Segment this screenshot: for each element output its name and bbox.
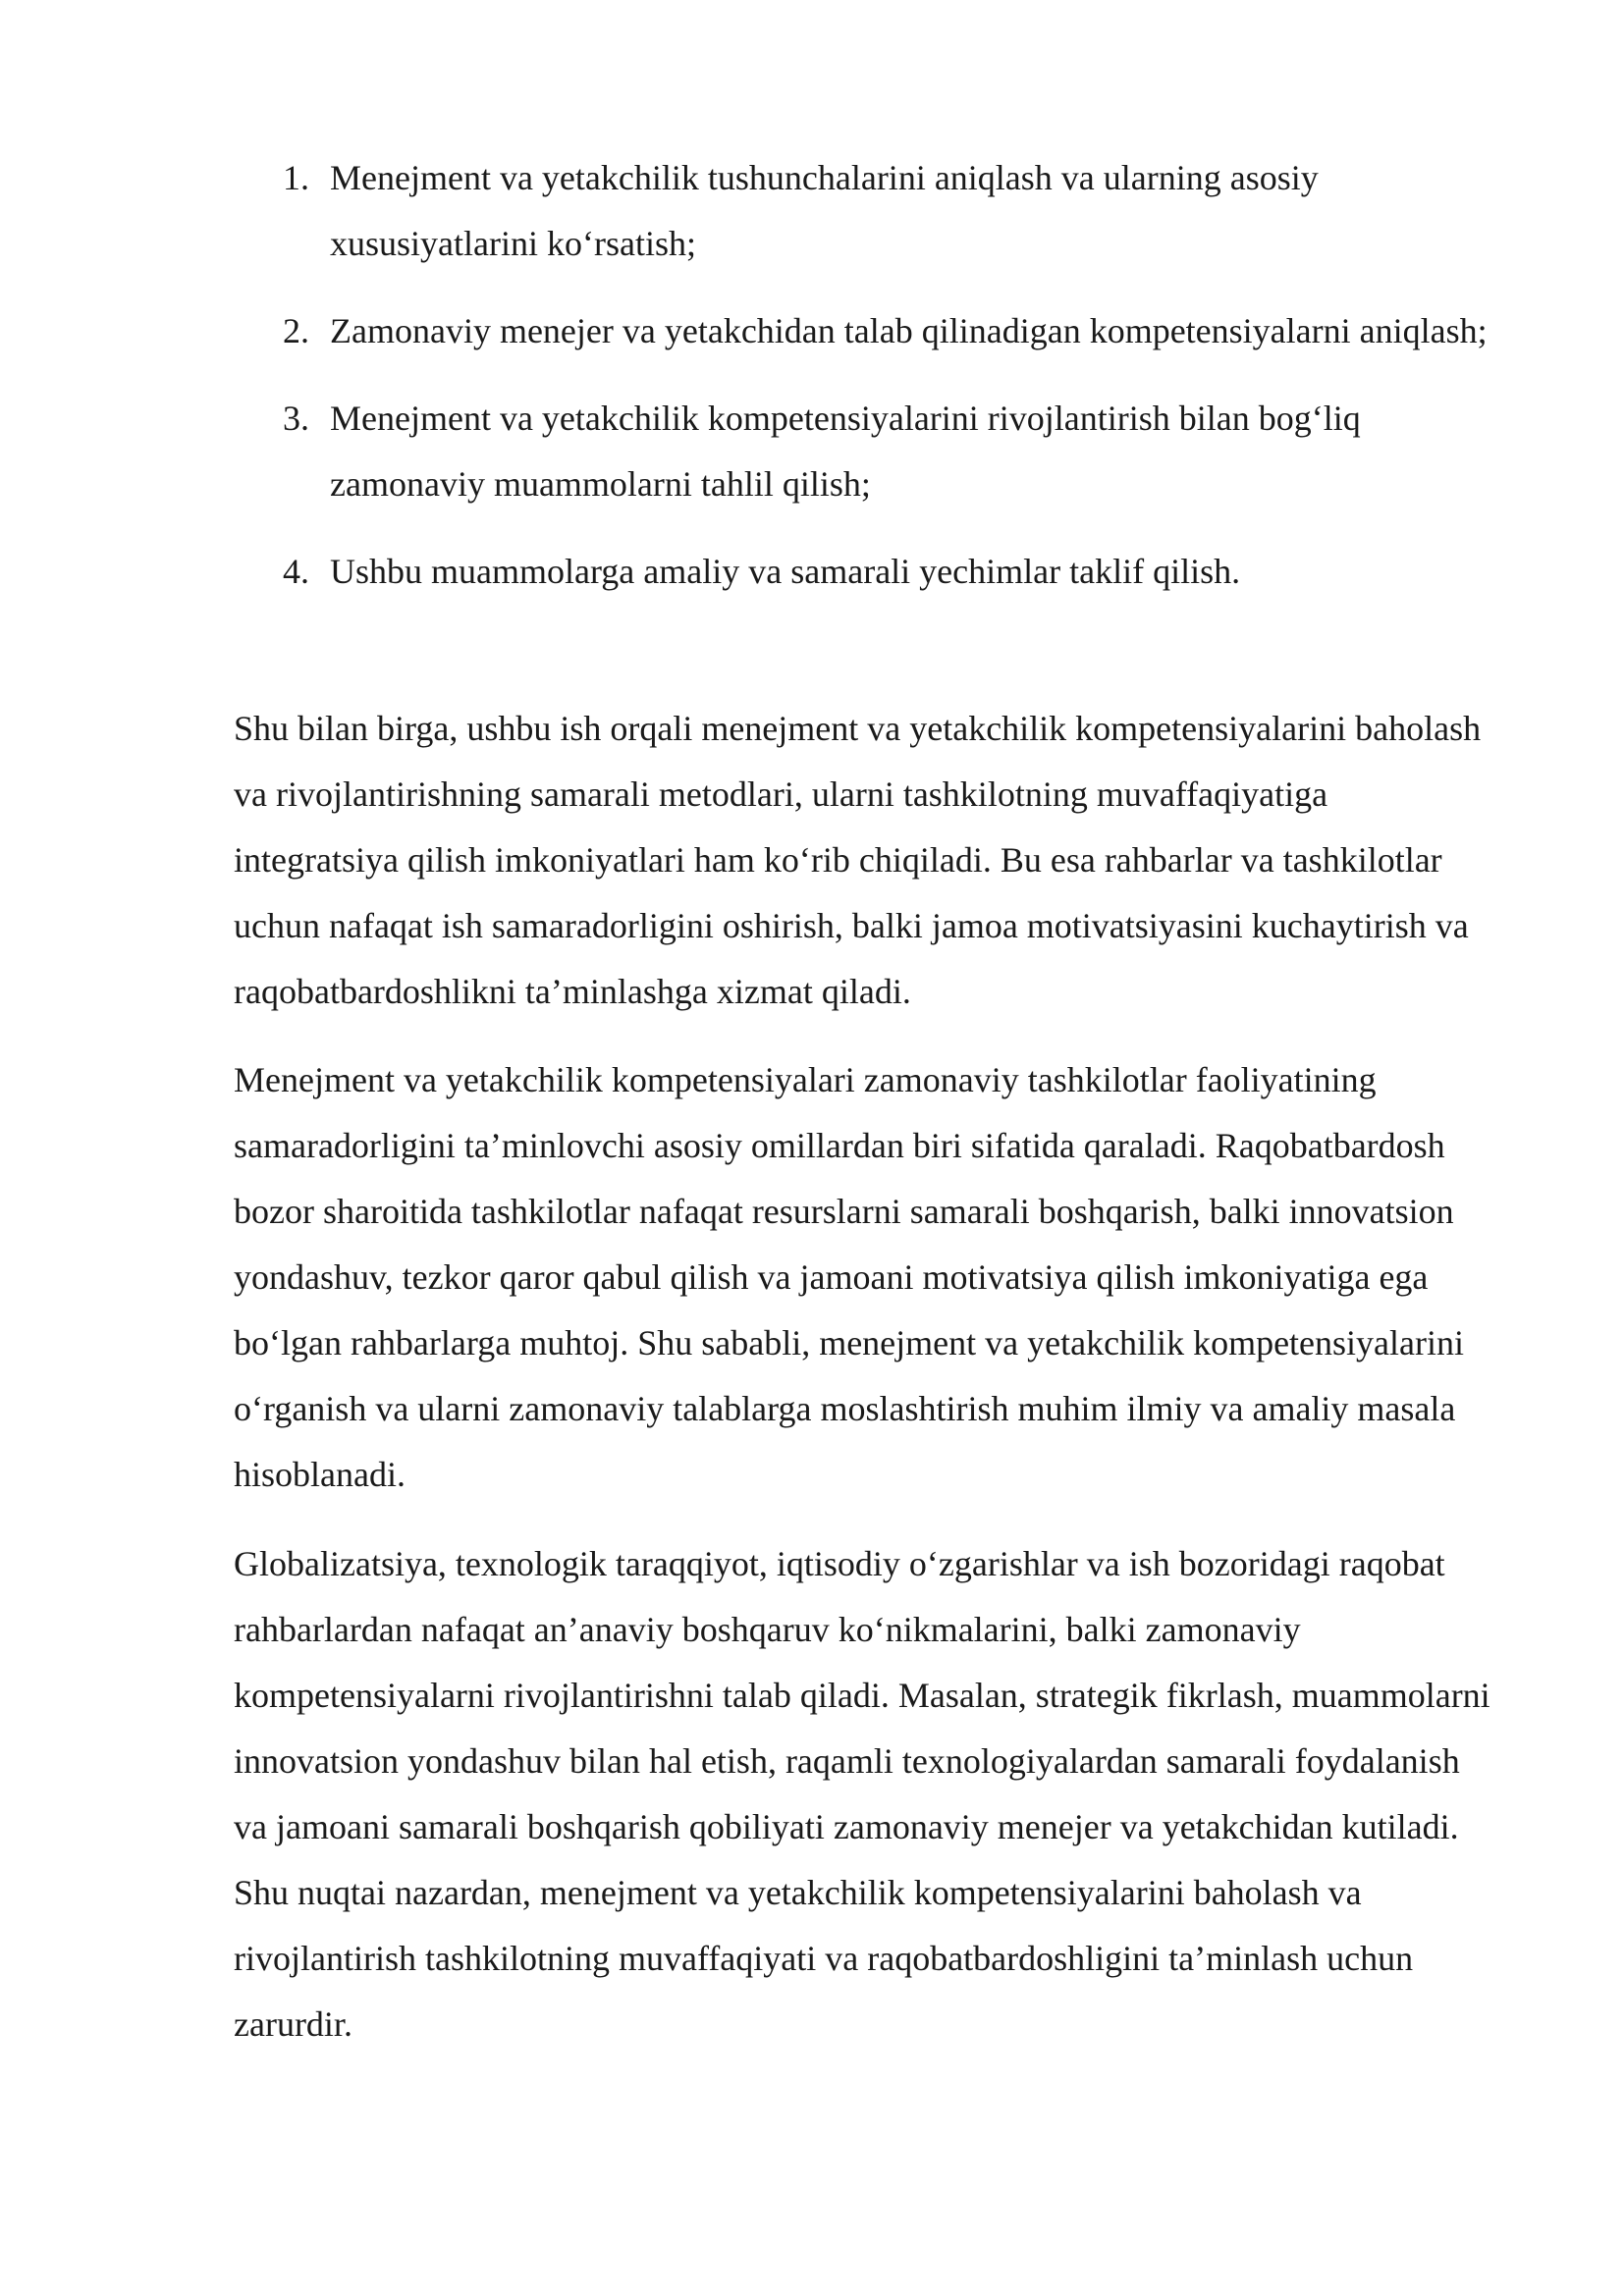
paragraph-competencies: Menejment va yetakchilik kompetensiyalari zamonaviy tashkilotlar faoliyatining samaradorligini ta’minlovchi asosiy omillardan biri sifatida qaraladi. Raqobatbardosh bozor sharoitida tashkilotlar nafaqat resurslarni samarali boshqarish, balki innovatsion yondashuv, tezkor qaror qabul qilish va jamoani motivatsiya qilish imkoniyatiga ega bo‘lgan rahbarlarga muhtoj. Shu sababli, menejment va yetakchilik kompetensiyalarini o‘rganish va ularni zamonaviy talablarga moslashtirish muhim ilmiy va amaliy masala hisoblanadi. (234, 1060, 1464, 1494)
list-item (234, 386, 1500, 517)
list-item-number: 3. (283, 399, 309, 438)
list-item-text: Menejment va yetakchilik tushunchalarini aniqlash va ularning asosiy xususiyatlarini ko‘rsatish; (330, 158, 1319, 263)
list-item-text: Ushbu muammolarga amaliy va samarali yechimlar taklif qilish. (330, 552, 1241, 591)
list-item (234, 539, 1500, 605)
list-item-number: 2. (283, 311, 309, 350)
list-item-text: Menejment va yetakchilik kompetensiyalarini rivojlantirish bilan bog‘liq zamonaviy muammolarni tahlil qilish; (330, 399, 1361, 504)
list-item (234, 298, 1500, 364)
paragraph-globalization: Globalizatsiya, texnologik taraqqiyot, iqtisodiy o‘zgarishlar va ish bozoridagi raqobat rahbarlardan nafaqat an’anaviy boshqaruv ko‘nikmalarini, balki zamonaviy kompetensiyalarni rivojlantirishni talab qiladi. Masalan, strategik fikrlash, muammolarni innovatsion yondashuv bilan hal etish, raqamli texnologiyalardan samarali foydalanish va jamoani samarali boshqarish qobiliyati zamonaviy menejer va yetakchidan kutiladi. Shu nuqtai nazardan, menejment va yetakchilik kompetensiyalarini baholash va rivojlantirish tashkilotning muvaffaqiyati va raqobatbardoshligini ta’minlash uchun zarurdir. (234, 1544, 1490, 2044)
list-item-number: 4. (283, 552, 309, 591)
list-item-number: 1. (283, 158, 309, 197)
paragraph-methods: Shu bilan birga, ushbu ish orqali menejment va yetakchilik kompetensiyalarini baholash va rivojlantirishning samarali metodlari, ularni tashkilotning muvaffaqiyatiga integratsiya qilish imkoniyatlari ham ko‘rib chiqiladi. Bu esa rahbarlar va tashkilotlar uchun nafaqat ish samaradorligini oshirish, balki jamoa motivatsiyasini kuchaytirish va raqobatbardoshlikni ta’minlashga xizmat qiladi. (234, 709, 1482, 1011)
objectives-list (234, 145, 1500, 605)
list-item-text: Zamonaviy menejer va yetakchidan talab qilinadigan kompetensiyalarni aniqlash; (330, 311, 1488, 350)
list-item (234, 145, 1500, 277)
